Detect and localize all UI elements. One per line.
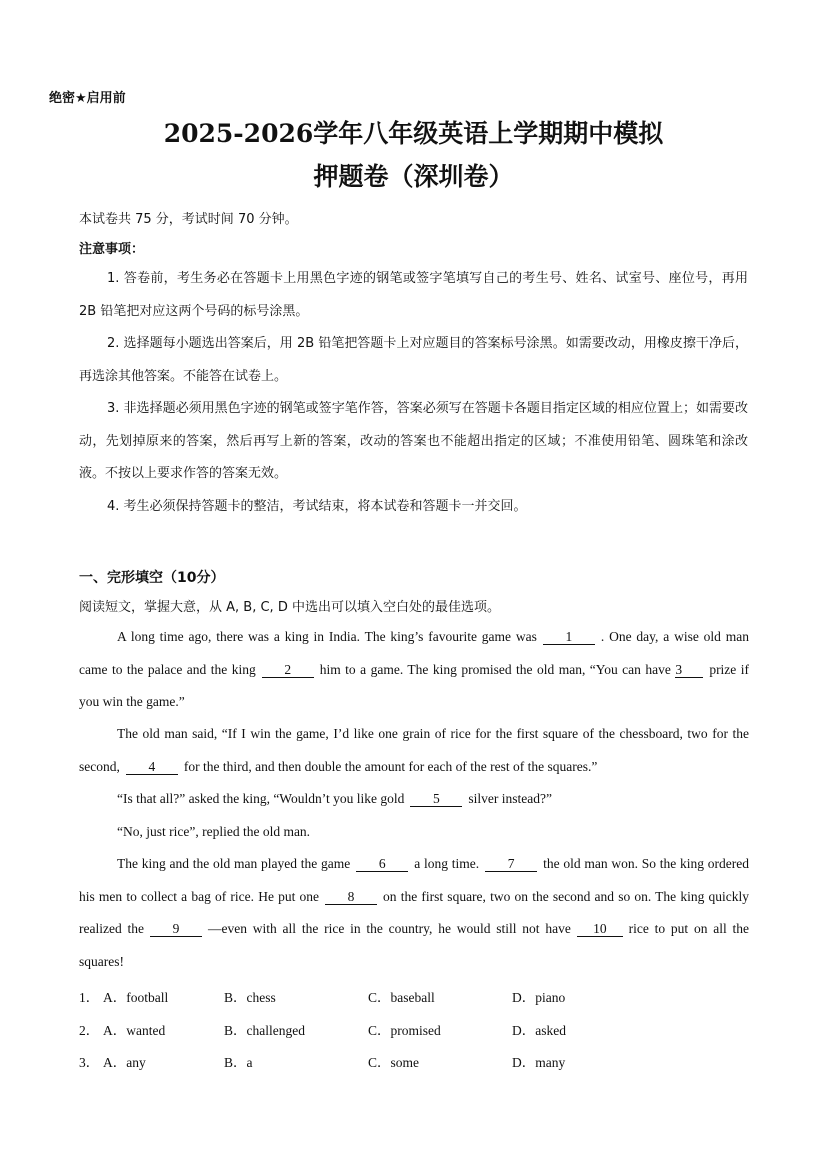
blank-6[interactable]: 6 [356,856,408,872]
notice-item-3: 3. 非选择题必须用黑色字迹的钢笔或签字笔作答，答案必须写在答题卡各题目指定区域的相应位置上；如需要改动，先划掉原来的答案，然后再写上新的答案，改动的答案也不能超出指定的区域；不准使用铅笔、圆珠笔和涂改液。不按以上要求作答的答案无效。 [79,401,748,481]
exam-title-line2: 押题卷（深圳卷） [313,162,514,191]
section-heading: 一、完形填空（10分） [79,570,225,586]
question-number: 2． [79,1023,100,1038]
passage-text: rice to put on all the squares! [79,921,750,969]
passage-paragraph-1 [79,621,749,719]
passage-paragraph-4: “No, just rice”, replied the old man. [117,824,311,839]
passage-paragraph-3 [79,783,749,816]
passage-text: A long time ago, there was a king in India. The king’s favourite game was [117,629,537,644]
passage-text: a long time. [414,856,480,871]
option-c[interactable]: C．baseball [368,990,435,1005]
notice-item-2: 2. 选择题每小题选出答案后，用 2B 铅笔把答题卡上对应题目的答案标号涂黑。如需要改动，用橡皮擦干净后，再选涂其他答案。不能答在试卷上。 [79,336,748,384]
exam-info: 本试卷共 75 分，考试时间 70 分钟。 [79,212,298,227]
blank-10[interactable]: 10 [577,921,623,937]
passage-text: “Is that all?” asked the king, “Wouldn’t you like gold [117,791,405,806]
passage-text: prize if you win the game.” [79,661,750,709]
passage-text: on the first square, two on the second and so on. The king quickly realized the [79,888,750,936]
blank-1[interactable]: 1 [543,629,595,645]
passage-text: him to a game. The king promised the old man, “You can have [319,661,671,677]
option-b[interactable]: B．chess [224,990,276,1005]
section-instruction: 阅读短文，掌握大意，从 A, B, C, D 中选出可以填入空白处的最佳选项。 [79,600,500,615]
option-c[interactable]: C．promised [368,1023,441,1038]
notice-item-4: 4. 考生必须保持答题卡的整洁，考试结束，将本试卷和答题卡一并交回。 [107,499,527,514]
option-a[interactable]: A．football [103,990,169,1005]
blank-3[interactable]: 3 [675,662,703,678]
passage-text: the old man won. So the king ordered his men to collect a bag of rice. He put one [79,856,749,904]
blank-8[interactable]: 8 [325,889,377,905]
blank-9[interactable]: 9 [150,921,202,937]
confidential-label: 绝密★启用前 [49,91,126,106]
blank-5[interactable]: 5 [410,791,462,807]
exam-title-line1: 2025-2026学年八年级英语上学期期中模拟 [163,119,664,148]
notice-heading: 注意事项： [79,242,145,257]
option-a[interactable]: A．any [103,1055,146,1070]
question-number: 1． [79,990,100,1005]
option-a[interactable]: A．wanted [103,1023,166,1038]
notice-item-1: 1. 答卷前，考生务必在答题卡上用黑色字迹的钢笔或签字笔填写自己的考生号、姓名、试室号、座位号，再用 2B 铅笔把对应这两个号码的标号涂黑。 [79,271,748,319]
option-d[interactable]: D．many [512,1055,566,1070]
option-c[interactable]: C．some [368,1055,420,1070]
blank-4[interactable]: 4 [126,759,178,775]
passage-paragraph-2 [79,718,749,783]
passage-text: The king and the old man played the game [117,856,351,871]
option-b[interactable]: B．challenged [224,1023,305,1038]
passage-text: for the third, and then double the amount for each of the rest of the squares.” [183,758,598,774]
passage-paragraph-5 [79,848,749,978]
passage-text: —even with all the rice in the country, he would still not have [208,921,571,936]
blank-7[interactable]: 7 [485,856,537,872]
question-number: 3． [79,1055,100,1070]
option-b[interactable]: B．a [224,1055,253,1070]
blank-2[interactable]: 2 [262,662,314,678]
passage-text: The old man said, “If I win the game, I’d like one grain of rice for the first square of the chessboard, two for the second, [79,726,749,774]
option-d[interactable]: D．asked [512,1023,566,1038]
option-d[interactable]: D．piano [512,990,566,1005]
passage-text: . One day, a wise old man came to the palace and the king [79,629,750,677]
passage-text: silver instead?” [468,791,552,806]
